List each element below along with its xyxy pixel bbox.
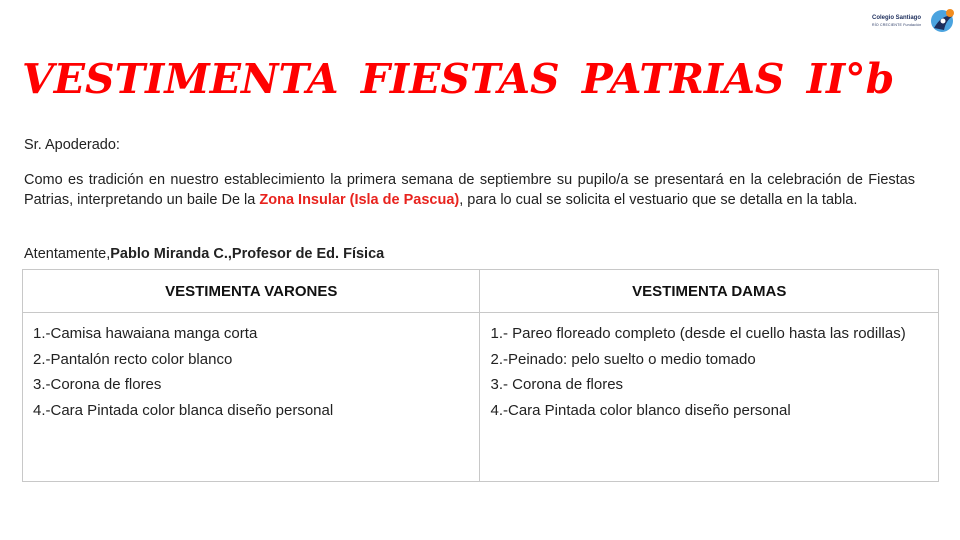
list-item: 1.- Pareo floreado completo (desde el cuello hasta las rodillas) [490,325,906,342]
logo-emblem-icon [926,6,956,36]
signature-name: Pablo Miranda C.,Profesor de Ed. Física [110,246,385,262]
header-varones: VESTIMENTA VARONES [23,270,480,313]
header-damas: VESTIMENTA DAMAS [480,270,939,313]
signature-prefix: Atentamente, [24,246,111,262]
varones-cell [23,313,480,482]
table-header-row [23,270,939,313]
school-logo [872,6,956,36]
list-item: 3.- Corona de flores [490,376,624,394]
page-title: VESTIMENTA FIESTAS PATRIAS II°b [22,55,895,103]
clothing-table [22,269,939,482]
logo-subtitle: RÍO CRECIENTE Fundación [872,23,922,27]
list-item: 4.-Cara Pintada color blanca diseño personal [33,402,334,420]
list-item: 3.-Corona de flores [33,376,162,394]
body-text-part1: Como es tradición en nuestro establecimiento la primera semana de septiembre su pupilo/a se presentará en la celebración de Fiestas Patrias, interpretando un baile De la [24,172,915,208]
greeting: Sr. Apoderado: [24,137,120,153]
body-text-part2: , para lo cual se solicita el vestuario que se detalla en la tabla. [459,192,858,208]
signature-line [24,245,384,263]
table-row [23,313,939,482]
logo-name: Colegio Santiago [872,15,922,21]
body-paragraph [24,170,915,210]
list-item: 2.-Pantalón recto color blanco [33,350,233,368]
list-item: 4.-Cara Pintada color blanco diseño personal [490,402,791,420]
list-item: 2.-Peinado: pelo suelto o medio tomado [490,350,756,368]
list-item: 1.-Camisa hawaiana manga corta [33,325,258,342]
damas-cell [480,313,939,482]
highlighted-zone: Zona Insular (Isla de Pascua) [259,192,460,208]
